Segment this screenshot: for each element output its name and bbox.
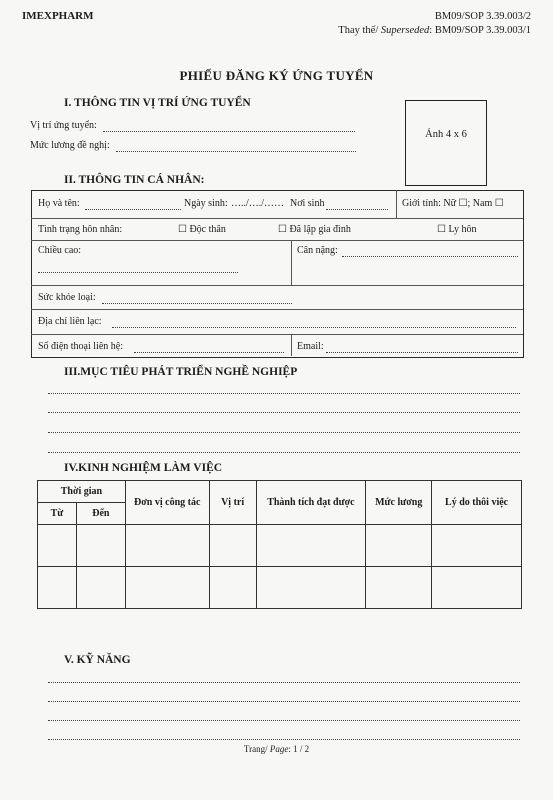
document-code: BM09/SOP 3.39.003/2 xyxy=(434,11,531,22)
divider xyxy=(31,285,523,286)
skills-line[interactable] xyxy=(48,720,520,721)
page-number xyxy=(0,744,553,754)
career-goal-line[interactable] xyxy=(48,412,520,413)
col-achievements: Thành tích đạt được xyxy=(256,481,366,525)
marital-option-single[interactable]: ☐ Độc thân xyxy=(178,224,226,235)
skills-line[interactable] xyxy=(48,701,520,702)
height-field[interactable] xyxy=(38,272,238,273)
birthplace-label: Nơi sinh xyxy=(290,198,325,209)
health-label: Sức khỏe loại: xyxy=(38,292,96,303)
name-label: Họ và tên: xyxy=(38,198,80,209)
divider xyxy=(291,240,292,285)
col-reason: Lý do thôi việc xyxy=(432,481,522,525)
photo-box xyxy=(405,100,487,186)
phone-field[interactable] xyxy=(134,352,284,353)
divider xyxy=(31,240,523,241)
gender-checkboxes[interactable]: Giới tính: Nữ ☐; Nam ☐ xyxy=(402,198,504,209)
col-salary: Mức lương xyxy=(366,481,432,525)
birthplace-field[interactable] xyxy=(326,209,388,210)
table-cell[interactable] xyxy=(125,525,209,567)
table-cell[interactable] xyxy=(432,567,522,609)
career-goal-line[interactable] xyxy=(48,393,520,394)
section-2-heading: II. THÔNG TIN CÁ NHÂN: xyxy=(64,174,205,186)
height-label: Chiều cao: xyxy=(38,245,82,256)
col-from: Từ xyxy=(38,503,77,525)
email-field[interactable] xyxy=(326,352,518,353)
weight-field[interactable] xyxy=(342,256,518,257)
phone-label: Số điện thoại liên hệ: xyxy=(38,341,123,352)
page-italic: Page xyxy=(269,744,289,754)
table-cell[interactable] xyxy=(125,567,209,609)
section-4-heading: IV.KINH NGHIỆM LÀM VIỆC xyxy=(64,462,223,474)
photo-label: Ảnh 4 x 6 xyxy=(425,129,467,140)
table-cell[interactable] xyxy=(366,567,432,609)
superseded-prefix: Thay thế/ xyxy=(338,25,381,36)
address-label: Địa chỉ liên lạc: xyxy=(38,316,102,327)
dob-field[interactable]: …../…./…… xyxy=(231,198,285,209)
skills-line[interactable] xyxy=(48,682,520,683)
divider xyxy=(31,334,523,335)
address-field[interactable] xyxy=(112,327,516,328)
work-experience-table xyxy=(37,480,522,609)
table-cell[interactable] xyxy=(38,567,77,609)
table-cell[interactable] xyxy=(209,525,256,567)
marital-option-married[interactable]: ☐ Đã lập gia đình xyxy=(278,224,351,235)
page-suffix: : 1 / 2 xyxy=(288,744,310,754)
career-goal-line[interactable] xyxy=(48,432,520,433)
form-title: PHIẾU ĐĂNG KÝ ỨNG TUYỂN xyxy=(179,68,374,83)
table-cell[interactable] xyxy=(256,567,366,609)
table-cell[interactable] xyxy=(432,525,522,567)
table-cell[interactable] xyxy=(209,567,256,609)
col-to: Đến xyxy=(76,503,125,525)
marital-option-divorced[interactable]: ☐ Ly hôn xyxy=(437,224,477,235)
table-cell[interactable] xyxy=(38,525,77,567)
divider xyxy=(31,218,523,219)
career-goal-line[interactable] xyxy=(48,452,520,453)
table-cell[interactable] xyxy=(256,525,366,567)
document-code-block xyxy=(338,10,531,38)
table-row xyxy=(38,567,522,609)
name-field[interactable] xyxy=(85,209,181,210)
position-label: Vị trí ứng tuyển: xyxy=(30,120,97,131)
col-position: Vị trí xyxy=(209,481,256,525)
superseded-italic: Superseded xyxy=(380,25,430,36)
table-cell[interactable] xyxy=(76,567,125,609)
table-cell[interactable] xyxy=(366,525,432,567)
section-5-heading: V. KỸ NĂNG xyxy=(64,654,131,666)
health-field[interactable] xyxy=(102,303,292,304)
marital-label: Tình trạng hôn nhân: xyxy=(38,224,123,235)
divider xyxy=(291,334,292,356)
section-3-heading: III.MỤC TIÊU PHÁT TRIỂN NGHỀ NGHIỆP xyxy=(64,366,298,378)
salary-label: Mức lương đề nghị: xyxy=(30,140,110,151)
col-company: Đơn vị công tác xyxy=(125,481,209,525)
divider xyxy=(31,309,523,310)
company-name: IMEXPHARM xyxy=(22,10,94,22)
personal-info-box xyxy=(31,190,524,358)
page-prefix: Trang/ xyxy=(243,744,270,754)
section-1-heading: I. THÔNG TIN VỊ TRÍ ỨNG TUYỂN xyxy=(64,97,251,109)
salary-field[interactable] xyxy=(116,151,356,152)
weight-label: Cân nặng: xyxy=(297,245,338,256)
divider xyxy=(396,190,397,218)
skills-line[interactable] xyxy=(48,739,520,740)
superseded-line xyxy=(338,24,531,38)
dob-label: Ngày sinh: xyxy=(184,198,228,209)
table-cell[interactable] xyxy=(76,525,125,567)
superseded-code: : BM09/SOP 3.39.003/1 xyxy=(429,25,531,36)
email-label: Email: xyxy=(297,341,324,352)
table-row xyxy=(38,525,522,567)
col-time: Thời gian xyxy=(38,481,126,503)
position-field[interactable] xyxy=(103,131,355,132)
